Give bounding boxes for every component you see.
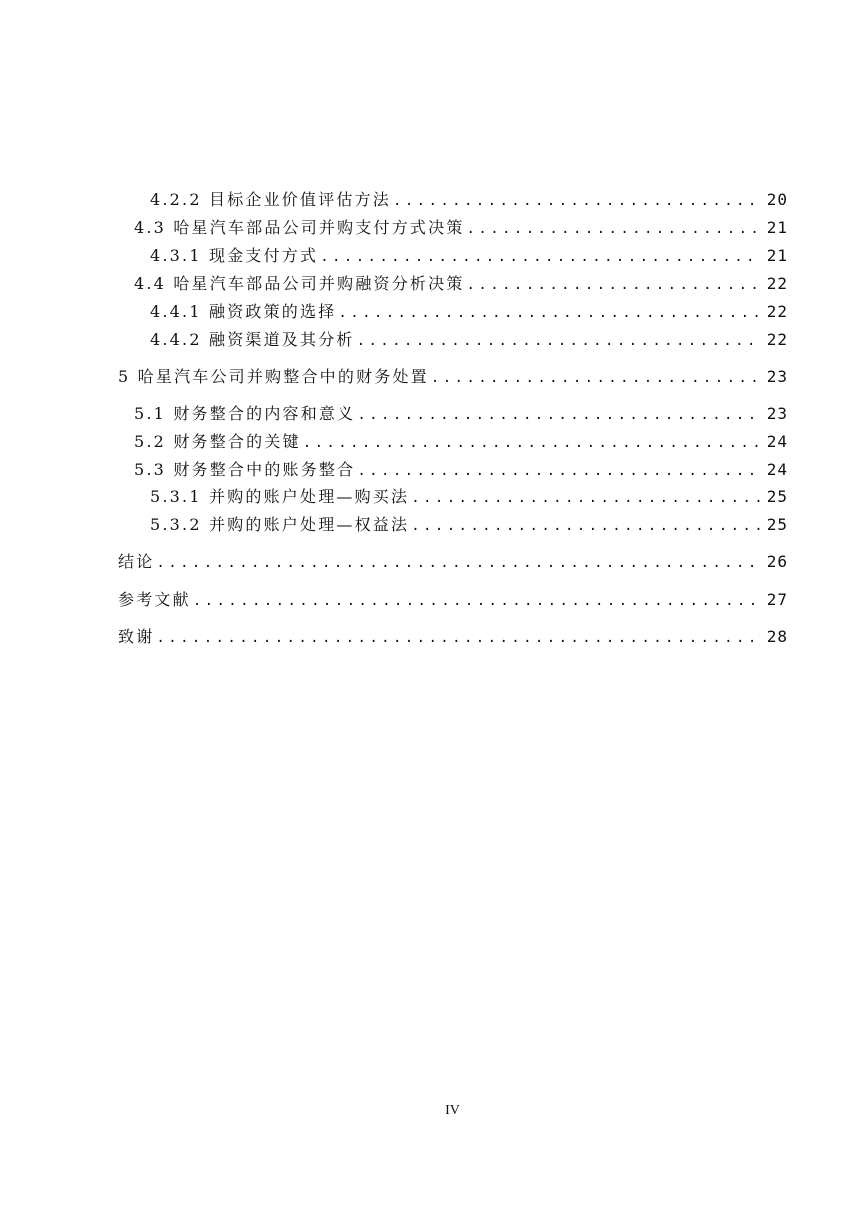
toc-leader-dots — [467, 273, 761, 297]
toc-entry-page: 28 — [766, 627, 788, 646]
toc-entry-page: 26 — [766, 552, 788, 571]
toc-entry-title: 5.3.1 并购的账户处理—购买法 — [150, 487, 410, 506]
toc-entry-page: 22 — [766, 302, 788, 321]
toc-entry-title: 4.4 哈星汽车部品公司并购融资分析决策 — [134, 274, 465, 293]
toc-leader-dots — [303, 431, 761, 455]
toc-entry-title: 5.3.2 并购的账户处理—权益法 — [150, 515, 410, 534]
toc-entry-5-2[interactable] — [134, 430, 788, 455]
toc-entry-title: 参考文献 — [118, 590, 191, 609]
toc-entry-conclusion[interactable] — [118, 550, 788, 575]
toc-leader-dots — [338, 301, 760, 325]
toc-entry-title: 4.3 哈星汽车部品公司并购支付方式决策 — [134, 218, 465, 237]
toc-leader-dots — [357, 459, 760, 483]
toc-leader-dots — [156, 626, 760, 650]
toc-entry-page: 20 — [766, 190, 788, 209]
toc-entry-title: 5.2 财务整合的关键 — [134, 432, 301, 451]
toc-entry-4-4[interactable] — [134, 272, 788, 297]
toc-leader-dots — [320, 245, 761, 269]
toc-entry-title: 4.2.2 目标企业价值评估方法 — [150, 190, 391, 209]
toc-leader-dots — [156, 551, 760, 575]
toc-entry-page: 22 — [766, 330, 788, 349]
toc-entry-page: 23 — [766, 367, 788, 386]
toc-entry-page: 25 — [766, 487, 788, 506]
toc-entry-title: 4.4.1 融资政策的选择 — [150, 302, 337, 321]
toc-entry-title: 4.3.1 现金支付方式 — [150, 246, 319, 265]
toc-entry-4-4-2[interactable] — [150, 328, 788, 353]
toc-leader-dots — [467, 217, 761, 241]
toc-entry-title: 5.1 财务整合的内容和意义 — [134, 404, 356, 423]
toc-entry-4-4-1[interactable] — [150, 300, 788, 325]
toc-leader-dots — [357, 329, 761, 353]
toc-entry-page: 21 — [766, 218, 788, 237]
toc-entry-page: 22 — [766, 274, 788, 293]
toc-entry-acknowledgements[interactable] — [118, 625, 788, 650]
toc-entry-5-3[interactable] — [134, 458, 788, 483]
toc-leader-dots — [193, 589, 761, 613]
toc-entry-title: 致谢 — [118, 627, 155, 646]
toc-entry-references[interactable] — [118, 588, 788, 613]
toc-entry-page: 27 — [766, 590, 788, 609]
toc-leader-dots — [431, 366, 761, 390]
page-number: IV — [445, 1103, 460, 1118]
toc-leader-dots — [411, 486, 761, 510]
toc-entry-title: 5.3 财务整合中的账务整合 — [134, 460, 356, 479]
toc-entry-page: 25 — [766, 515, 788, 534]
toc-entry-page: 23 — [766, 404, 788, 423]
toc-entry-5-3-2[interactable] — [150, 513, 788, 538]
toc-entry-5-3-1[interactable] — [150, 485, 788, 510]
toc-entry-5-1[interactable] — [134, 402, 788, 427]
toc-entry-title: 结论 — [118, 552, 155, 571]
toc-entry-4-3[interactable] — [134, 216, 788, 241]
toc-entry-title: 5 哈星汽车公司并购整合中的财务处置 — [118, 367, 429, 386]
toc-entry-5[interactable] — [118, 365, 788, 390]
toc-entry-page: 21 — [766, 246, 788, 265]
toc-entry-4-2-2[interactable] — [150, 188, 788, 213]
toc-entry-page: 24 — [766, 432, 788, 451]
toc-leader-dots — [393, 189, 761, 213]
toc-leader-dots — [411, 514, 761, 538]
toc-entry-title: 4.4.2 融资渠道及其分析 — [150, 330, 355, 349]
toc-leader-dots — [357, 403, 760, 427]
toc-entry-4-3-1[interactable] — [150, 244, 788, 269]
toc-entry-page: 24 — [766, 460, 788, 479]
